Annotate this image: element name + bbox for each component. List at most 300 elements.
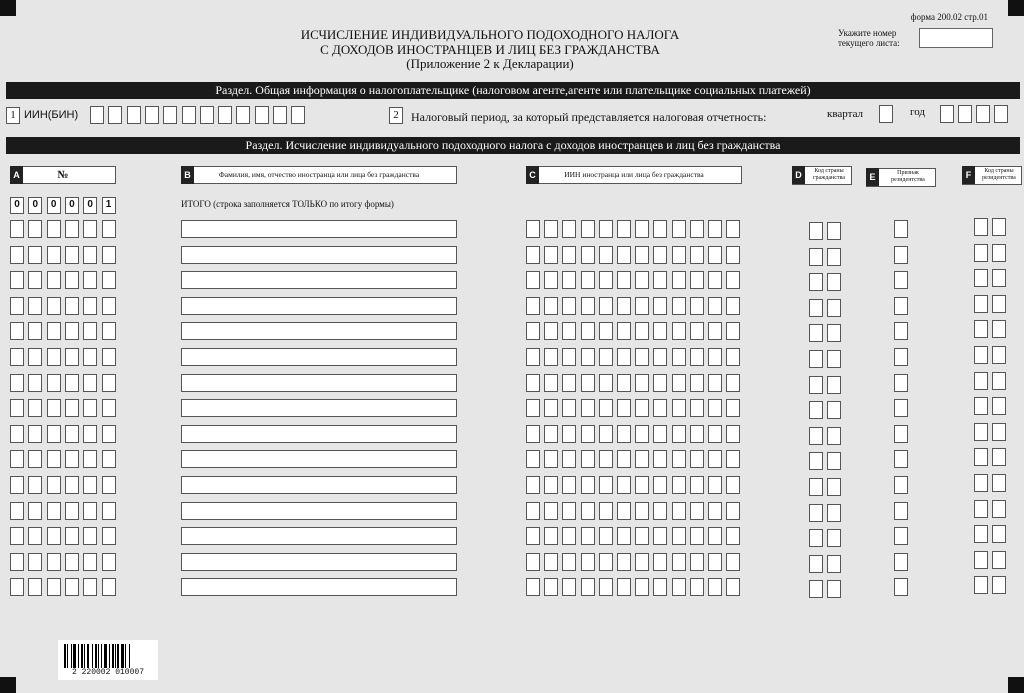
row-iin-cell[interactable] <box>635 220 649 238</box>
row-citizenship-code-cell[interactable] <box>809 299 823 317</box>
row-number-cell[interactable] <box>47 297 61 315</box>
row-number-cell[interactable] <box>10 322 24 340</box>
row-citizenship-code-cell[interactable] <box>827 376 841 394</box>
row-iin-cell[interactable] <box>581 527 595 545</box>
row-number-cell[interactable] <box>47 246 61 264</box>
row-number-cell[interactable] <box>47 450 61 468</box>
row-residency-code-cell[interactable] <box>974 372 988 390</box>
row-residency-flag-cell[interactable] <box>894 502 908 520</box>
row-residency-code-cell[interactable] <box>992 551 1006 569</box>
row-number-cell[interactable] <box>47 348 61 366</box>
row-number-cell[interactable] <box>65 271 79 289</box>
row-name-field[interactable] <box>181 399 457 417</box>
iin-bin-cell[interactable] <box>200 106 214 124</box>
row-iin-cell[interactable] <box>635 502 649 520</box>
row-number-cell[interactable] <box>10 271 24 289</box>
row-number-cell[interactable] <box>65 374 79 392</box>
row-iin-cell[interactable] <box>599 246 613 264</box>
row-residency-flag-cell[interactable] <box>894 450 908 468</box>
row-residency-code-cell[interactable] <box>974 423 988 441</box>
row-iin-cell[interactable] <box>708 297 722 315</box>
row-name-field[interactable] <box>181 348 457 366</box>
row-iin-cell[interactable] <box>544 220 558 238</box>
row-iin-cell[interactable] <box>581 425 595 443</box>
row-iin-cell[interactable] <box>544 450 558 468</box>
row-iin-cell[interactable] <box>562 322 576 340</box>
row-iin-cell[interactable] <box>617 297 631 315</box>
row-citizenship-code-cell[interactable] <box>809 273 823 291</box>
row-iin-cell[interactable] <box>635 322 649 340</box>
row-iin-cell[interactable] <box>526 399 540 417</box>
row-residency-code-cell[interactable] <box>992 500 1006 518</box>
row-iin-cell[interactable] <box>726 578 740 596</box>
row-residency-flag-cell[interactable] <box>894 348 908 366</box>
row-iin-cell[interactable] <box>635 476 649 494</box>
row-iin-cell[interactable] <box>726 271 740 289</box>
iin-bin-cell[interactable] <box>108 106 122 124</box>
iin-bin-cell[interactable] <box>163 106 177 124</box>
year-cell[interactable] <box>976 105 990 123</box>
row-residency-flag-cell[interactable] <box>894 246 908 264</box>
row-iin-cell[interactable] <box>599 297 613 315</box>
row-residency-code-cell[interactable] <box>974 244 988 262</box>
row-iin-cell[interactable] <box>708 502 722 520</box>
row-iin-cell[interactable] <box>562 476 576 494</box>
row-iin-cell[interactable] <box>653 476 667 494</box>
row-citizenship-code-cell[interactable] <box>827 273 841 291</box>
row-number-cell[interactable] <box>83 502 97 520</box>
row-iin-cell[interactable] <box>653 553 667 571</box>
row-iin-cell[interactable] <box>526 246 540 264</box>
row-citizenship-code-cell[interactable] <box>809 580 823 598</box>
row-iin-cell[interactable] <box>635 450 649 468</box>
row-number-cell[interactable] <box>102 450 116 468</box>
iin-bin-cell[interactable] <box>127 106 141 124</box>
row-residency-code-cell[interactable] <box>974 397 988 415</box>
row-iin-cell[interactable] <box>544 425 558 443</box>
row-iin-cell[interactable] <box>653 220 667 238</box>
row-number-cell[interactable] <box>83 220 97 238</box>
row-iin-cell[interactable] <box>581 553 595 571</box>
row-iin-cell[interactable] <box>653 578 667 596</box>
row-iin-cell[interactable] <box>690 399 704 417</box>
row-number-cell[interactable] <box>83 322 97 340</box>
row-iin-cell[interactable] <box>635 578 649 596</box>
row-number-cell[interactable] <box>47 322 61 340</box>
row-number-cell[interactable] <box>102 271 116 289</box>
row-iin-cell[interactable] <box>526 502 540 520</box>
row-iin-cell[interactable] <box>544 476 558 494</box>
row-residency-code-cell[interactable] <box>974 474 988 492</box>
row-iin-cell[interactable] <box>581 271 595 289</box>
row-iin-cell[interactable] <box>617 425 631 443</box>
row-iin-cell[interactable] <box>526 348 540 366</box>
row-number-cell[interactable] <box>47 220 61 238</box>
row-iin-cell[interactable] <box>544 578 558 596</box>
row-number-cell[interactable] <box>102 374 116 392</box>
row-iin-cell[interactable] <box>599 348 613 366</box>
iin-bin-cell[interactable] <box>255 106 269 124</box>
row-iin-cell[interactable] <box>708 450 722 468</box>
iin-bin-cell[interactable] <box>291 106 305 124</box>
row-number-cell[interactable] <box>65 502 79 520</box>
row-iin-cell[interactable] <box>562 450 576 468</box>
row-iin-cell[interactable] <box>526 374 540 392</box>
row-number-cell[interactable] <box>83 450 97 468</box>
row-iin-cell[interactable] <box>635 527 649 545</box>
row-iin-cell[interactable] <box>653 322 667 340</box>
row-residency-code-cell[interactable] <box>974 576 988 594</box>
row-iin-cell[interactable] <box>708 476 722 494</box>
row-iin-cell[interactable] <box>526 322 540 340</box>
row-iin-cell[interactable] <box>544 399 558 417</box>
iin-bin-cell[interactable] <box>236 106 250 124</box>
row-number-cell[interactable] <box>28 220 42 238</box>
row-iin-cell[interactable] <box>617 322 631 340</box>
row-name-field[interactable] <box>181 271 457 289</box>
year-cell[interactable] <box>958 105 972 123</box>
row-iin-cell[interactable] <box>562 578 576 596</box>
row-iin-cell[interactable] <box>544 553 558 571</box>
row-citizenship-code-cell[interactable] <box>809 401 823 419</box>
row-iin-cell[interactable] <box>581 399 595 417</box>
row-iin-cell[interactable] <box>672 297 686 315</box>
row-residency-code-cell[interactable] <box>974 269 988 287</box>
row-residency-code-cell[interactable] <box>992 346 1006 364</box>
row-number-cell[interactable] <box>102 578 116 596</box>
row-number-cell[interactable] <box>65 348 79 366</box>
row-iin-cell[interactable] <box>617 220 631 238</box>
row-residency-code-cell[interactable] <box>974 525 988 543</box>
row-iin-cell[interactable] <box>690 476 704 494</box>
row-iin-cell[interactable] <box>526 271 540 289</box>
year-cell[interactable] <box>940 105 954 123</box>
row-name-field[interactable] <box>181 425 457 443</box>
row-residency-flag-cell[interactable] <box>894 271 908 289</box>
row-residency-flag-cell[interactable] <box>894 476 908 494</box>
row-citizenship-code-cell[interactable] <box>809 478 823 496</box>
row-number-cell[interactable] <box>65 578 79 596</box>
row-iin-cell[interactable] <box>690 450 704 468</box>
row-iin-cell[interactable] <box>726 399 740 417</box>
row-iin-cell[interactable] <box>708 578 722 596</box>
row-number-cell[interactable] <box>47 553 61 571</box>
row-number-cell[interactable] <box>65 425 79 443</box>
row-number-cell[interactable] <box>28 271 42 289</box>
row-iin-cell[interactable] <box>617 553 631 571</box>
row-citizenship-code-cell[interactable] <box>827 299 841 317</box>
row-citizenship-code-cell[interactable] <box>827 478 841 496</box>
row-iin-cell[interactable] <box>617 271 631 289</box>
row-number-cell[interactable] <box>65 553 79 571</box>
row-number-cell[interactable] <box>47 271 61 289</box>
iin-bin-cell[interactable] <box>218 106 232 124</box>
row-number-cell[interactable] <box>28 425 42 443</box>
row-iin-cell[interactable] <box>708 246 722 264</box>
row-residency-flag-cell[interactable] <box>894 553 908 571</box>
row-citizenship-code-cell[interactable] <box>809 222 823 240</box>
row-number-cell[interactable] <box>47 476 61 494</box>
row-iin-cell[interactable] <box>690 348 704 366</box>
row-residency-code-cell[interactable] <box>992 320 1006 338</box>
row-iin-cell[interactable] <box>635 246 649 264</box>
row-number-cell[interactable] <box>28 578 42 596</box>
row-name-field[interactable] <box>181 297 457 315</box>
row-iin-cell[interactable] <box>581 322 595 340</box>
row-number-cell[interactable] <box>65 220 79 238</box>
row-iin-cell[interactable] <box>708 553 722 571</box>
year-cell[interactable] <box>994 105 1008 123</box>
row-iin-cell[interactable] <box>672 578 686 596</box>
row-residency-code-cell[interactable] <box>974 346 988 364</box>
row-iin-cell[interactable] <box>562 527 576 545</box>
row-name-field[interactable] <box>181 450 457 468</box>
row-residency-code-cell[interactable] <box>992 218 1006 236</box>
row-iin-cell[interactable] <box>617 502 631 520</box>
row-residency-flag-cell[interactable] <box>894 399 908 417</box>
row-citizenship-code-cell[interactable] <box>809 529 823 547</box>
row-iin-cell[interactable] <box>562 348 576 366</box>
row-iin-cell[interactable] <box>562 374 576 392</box>
row-iin-cell[interactable] <box>581 476 595 494</box>
row-name-field[interactable] <box>181 578 457 596</box>
row-iin-cell[interactable] <box>617 450 631 468</box>
row-number-cell[interactable] <box>28 246 42 264</box>
row-iin-cell[interactable] <box>690 374 704 392</box>
row-iin-cell[interactable] <box>726 348 740 366</box>
row-iin-cell[interactable] <box>544 246 558 264</box>
row-residency-flag-cell[interactable] <box>894 374 908 392</box>
row-number-cell[interactable] <box>10 246 24 264</box>
row-iin-cell[interactable] <box>653 348 667 366</box>
row-citizenship-code-cell[interactable] <box>827 401 841 419</box>
row-iin-cell[interactable] <box>653 527 667 545</box>
row-iin-cell[interactable] <box>708 399 722 417</box>
row-iin-cell[interactable] <box>544 527 558 545</box>
row-number-cell[interactable] <box>83 374 97 392</box>
row-number-cell[interactable] <box>10 502 24 520</box>
row-iin-cell[interactable] <box>708 425 722 443</box>
row-number-cell[interactable] <box>10 527 24 545</box>
row-iin-cell[interactable] <box>672 220 686 238</box>
row-iin-cell[interactable] <box>690 246 704 264</box>
row-iin-cell[interactable] <box>562 425 576 443</box>
row-citizenship-code-cell[interactable] <box>809 350 823 368</box>
row-iin-cell[interactable] <box>562 271 576 289</box>
row-iin-cell[interactable] <box>672 246 686 264</box>
row-number-cell[interactable] <box>47 399 61 417</box>
row-iin-cell[interactable] <box>635 553 649 571</box>
row-number-cell[interactable] <box>28 297 42 315</box>
row-iin-cell[interactable] <box>672 527 686 545</box>
row-citizenship-code-cell[interactable] <box>827 222 841 240</box>
row-iin-cell[interactable] <box>672 502 686 520</box>
row-iin-cell[interactable] <box>526 578 540 596</box>
row-residency-code-cell[interactable] <box>974 500 988 518</box>
row-iin-cell[interactable] <box>617 578 631 596</box>
iin-bin-cell[interactable] <box>182 106 196 124</box>
row-iin-cell[interactable] <box>599 502 613 520</box>
row-number-cell[interactable] <box>47 425 61 443</box>
row-number-cell[interactable] <box>83 297 97 315</box>
row-iin-cell[interactable] <box>599 399 613 417</box>
row-number-cell[interactable] <box>83 425 97 443</box>
sheet-number-input[interactable] <box>919 28 993 48</box>
row-iin-cell[interactable] <box>599 527 613 545</box>
row-iin-cell[interactable] <box>544 502 558 520</box>
row-iin-cell[interactable] <box>526 527 540 545</box>
row-iin-cell[interactable] <box>690 297 704 315</box>
row-iin-cell[interactable] <box>581 578 595 596</box>
row-citizenship-code-cell[interactable] <box>809 427 823 445</box>
row-iin-cell[interactable] <box>562 220 576 238</box>
row-iin-cell[interactable] <box>562 553 576 571</box>
row-iin-cell[interactable] <box>562 297 576 315</box>
row-iin-cell[interactable] <box>672 553 686 571</box>
row-residency-code-cell[interactable] <box>974 551 988 569</box>
row-name-field[interactable] <box>181 553 457 571</box>
row-iin-cell[interactable] <box>690 271 704 289</box>
row-iin-cell[interactable] <box>653 425 667 443</box>
row-iin-cell[interactable] <box>726 322 740 340</box>
row-citizenship-code-cell[interactable] <box>809 248 823 266</box>
row-number-cell[interactable] <box>10 348 24 366</box>
row-iin-cell[interactable] <box>726 220 740 238</box>
row-number-cell[interactable] <box>10 553 24 571</box>
row-iin-cell[interactable] <box>599 425 613 443</box>
row-residency-flag-cell[interactable] <box>894 578 908 596</box>
row-citizenship-code-cell[interactable] <box>827 529 841 547</box>
row-number-cell[interactable] <box>47 502 61 520</box>
row-number-cell[interactable] <box>10 374 24 392</box>
row-iin-cell[interactable] <box>726 553 740 571</box>
row-residency-flag-cell[interactable] <box>894 322 908 340</box>
row-iin-cell[interactable] <box>544 297 558 315</box>
row-residency-code-cell[interactable] <box>992 244 1006 262</box>
row-iin-cell[interactable] <box>726 450 740 468</box>
row-number-cell[interactable] <box>28 553 42 571</box>
row-residency-flag-cell[interactable] <box>894 220 908 238</box>
row-number-cell[interactable] <box>102 502 116 520</box>
row-residency-code-cell[interactable] <box>992 474 1006 492</box>
row-iin-cell[interactable] <box>544 348 558 366</box>
row-iin-cell[interactable] <box>526 553 540 571</box>
row-iin-cell[interactable] <box>708 220 722 238</box>
row-iin-cell[interactable] <box>581 297 595 315</box>
row-iin-cell[interactable] <box>635 374 649 392</box>
row-iin-cell[interactable] <box>635 348 649 366</box>
row-citizenship-code-cell[interactable] <box>809 324 823 342</box>
row-iin-cell[interactable] <box>672 374 686 392</box>
row-number-cell[interactable] <box>28 476 42 494</box>
row-iin-cell[interactable] <box>581 450 595 468</box>
row-iin-cell[interactable] <box>526 297 540 315</box>
row-number-cell[interactable] <box>65 297 79 315</box>
row-iin-cell[interactable] <box>581 374 595 392</box>
row-iin-cell[interactable] <box>708 348 722 366</box>
row-number-cell[interactable] <box>28 527 42 545</box>
row-number-cell[interactable] <box>102 399 116 417</box>
row-iin-cell[interactable] <box>653 297 667 315</box>
row-iin-cell[interactable] <box>562 399 576 417</box>
row-number-cell[interactable] <box>47 374 61 392</box>
row-iin-cell[interactable] <box>690 425 704 443</box>
row-number-cell[interactable] <box>102 322 116 340</box>
row-number-cell[interactable] <box>83 271 97 289</box>
row-iin-cell[interactable] <box>653 271 667 289</box>
row-number-cell[interactable] <box>10 399 24 417</box>
row-number-cell[interactable] <box>28 399 42 417</box>
row-iin-cell[interactable] <box>635 399 649 417</box>
row-number-cell[interactable] <box>83 399 97 417</box>
row-number-cell[interactable] <box>28 322 42 340</box>
row-number-cell[interactable] <box>83 348 97 366</box>
row-residency-code-cell[interactable] <box>974 320 988 338</box>
row-citizenship-code-cell[interactable] <box>827 350 841 368</box>
row-iin-cell[interactable] <box>617 399 631 417</box>
row-number-cell[interactable] <box>65 476 79 494</box>
row-number-cell[interactable] <box>47 578 61 596</box>
row-iin-cell[interactable] <box>653 450 667 468</box>
row-iin-cell[interactable] <box>672 450 686 468</box>
row-citizenship-code-cell[interactable] <box>827 427 841 445</box>
row-iin-cell[interactable] <box>690 322 704 340</box>
row-iin-cell[interactable] <box>708 527 722 545</box>
row-iin-cell[interactable] <box>544 271 558 289</box>
row-number-cell[interactable] <box>83 527 97 545</box>
row-iin-cell[interactable] <box>617 527 631 545</box>
row-residency-flag-cell[interactable] <box>894 297 908 315</box>
row-iin-cell[interactable] <box>599 322 613 340</box>
row-iin-cell[interactable] <box>690 220 704 238</box>
row-residency-code-cell[interactable] <box>992 372 1006 390</box>
row-iin-cell[interactable] <box>599 271 613 289</box>
row-iin-cell[interactable] <box>672 348 686 366</box>
row-iin-cell[interactable] <box>690 553 704 571</box>
row-number-cell[interactable] <box>10 578 24 596</box>
row-number-cell[interactable] <box>83 578 97 596</box>
iin-bin-cell[interactable] <box>90 106 104 124</box>
row-iin-cell[interactable] <box>581 502 595 520</box>
row-iin-cell[interactable] <box>726 297 740 315</box>
row-residency-code-cell[interactable] <box>974 218 988 236</box>
row-iin-cell[interactable] <box>544 374 558 392</box>
row-iin-cell[interactable] <box>617 348 631 366</box>
iin-bin-cell[interactable] <box>273 106 287 124</box>
row-citizenship-code-cell[interactable] <box>809 555 823 573</box>
row-residency-flag-cell[interactable] <box>894 425 908 443</box>
row-iin-cell[interactable] <box>617 246 631 264</box>
row-residency-code-cell[interactable] <box>992 423 1006 441</box>
row-residency-code-cell[interactable] <box>974 448 988 466</box>
row-iin-cell[interactable] <box>726 374 740 392</box>
row-number-cell[interactable] <box>10 297 24 315</box>
row-iin-cell[interactable] <box>672 271 686 289</box>
row-iin-cell[interactable] <box>544 322 558 340</box>
row-iin-cell[interactable] <box>562 246 576 264</box>
row-iin-cell[interactable] <box>672 399 686 417</box>
row-citizenship-code-cell[interactable] <box>827 580 841 598</box>
row-name-field[interactable] <box>181 527 457 545</box>
quarter-input[interactable] <box>879 105 893 123</box>
row-iin-cell[interactable] <box>617 374 631 392</box>
row-iin-cell[interactable] <box>653 246 667 264</box>
row-iin-cell[interactable] <box>635 297 649 315</box>
row-residency-code-cell[interactable] <box>992 269 1006 287</box>
row-iin-cell[interactable] <box>653 399 667 417</box>
row-iin-cell[interactable] <box>726 425 740 443</box>
row-iin-cell[interactable] <box>599 553 613 571</box>
